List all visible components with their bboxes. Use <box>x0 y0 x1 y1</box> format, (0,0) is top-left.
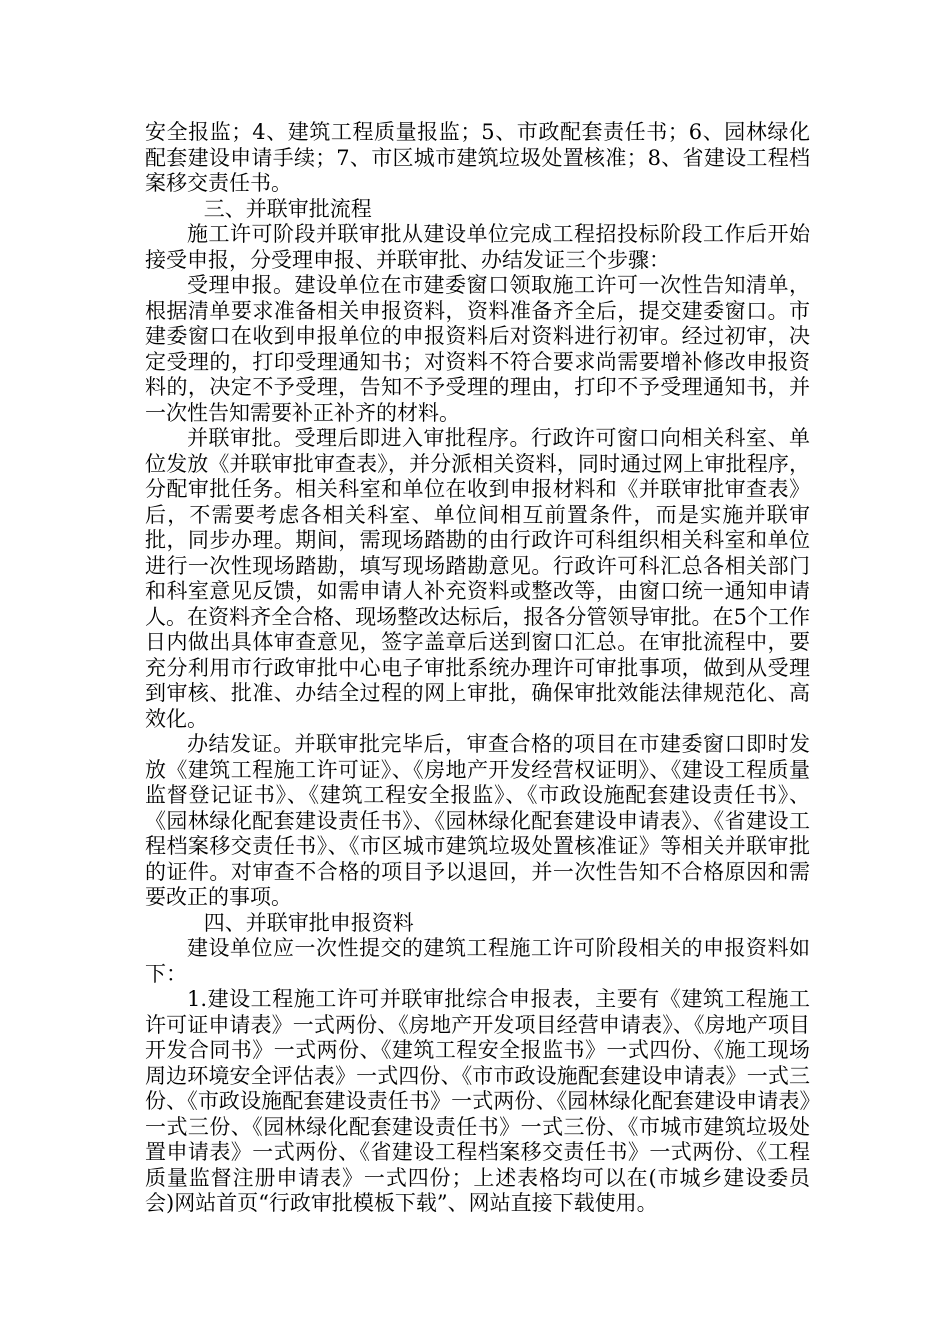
paragraph-certificate-issuance: 办结发证。并联审批完毕后，审查合格的项目在市建委窗口即时发放《建筑工程施工许可证》、《房地产开发经营权证明》、《建设工程质量监督登记证书》、《建筑工程安全报监》、《市政设施配套建设责任书》、《园林绿化配套建设责任书》、《园林绿化配套建设申请表》、《省建设工程档案移交责任书》、《市区城市建筑垃圾处置核准证》等相关并联审批的证件。对审查不合格的项目予以退回，并一次性告知不合格原因和需要改正的事项。 <box>145 732 810 909</box>
document-page <box>145 120 810 1217</box>
paragraph-acceptance: 受理申报。建设单位在市建委窗口领取施工许可一次性告知清单，根据清单要求准备相关申报资料，资料准备齐全后，提交建委窗口。市建委窗口在收到申报单位的申报资料后对资料进行初审。经过初审，决定受理的，打印受理通知书；对资料不符合要求尚需要增补修改申报资料的，决定不予受理，告知不予受理的理由，打印不予受理通知书，并一次性告知需要补正补齐的材料。 <box>145 273 810 425</box>
paragraph-process-intro: 施工许可阶段并联审批从建设单位完成工程招投标阶段工作后开始接受申报，分受理申报、并联审批、办结发证三个步骤： <box>145 222 810 272</box>
paragraph-continued: 安全报监；4、建筑工程质量报监；5、市政配套责任书；6、园林绿化配套建设申请手续；7、市区城市建筑垃圾处置核准；8、省建设工程档案移交责任书。 <box>145 120 810 195</box>
section-heading-3: 三、并联审批流程 <box>203 196 372 221</box>
paragraph-materials-intro: 建设单位应一次性提交的建筑工程施工许可阶段相关的申报资料如下： <box>145 936 810 986</box>
paragraph-parallel-approval: 并联审批。受理后即进入审批程序。行政许可窗口向相关科室、单位发放《并联审批审查表》，并分派相关资料，同时通过网上审批程序，分配审批任务。相关科室和单位在收到申报材料和《并联审批审查表》后，不需要考虑各相关科室、单位间相互前置条件，而是实施并联审批，同步办理。期间，需现场踏勘的由行政许可科组织相关科室和单位进行一次性现场踏勘，填写现场踏勘意见。行政许可科汇总各相关部门和科室意见反馈，如需申请人补充资料或整改等，由窗口统一通知申请人。在资料齐全合格、现场整改达标后，报各分管领导审批。在5个工作日内做出具体审查意见，签字盖章后送到窗口汇总。在审批流程中，要充分利用市行政审批中心电子审批系统办理许可审批事项，做到从受理到审核、批准、办结全过程的网上审批，确保审批效能法律规范化、高效化。 <box>145 426 810 731</box>
section-heading-4: 四、并联审批申报资料 <box>203 910 414 935</box>
paragraph-materials-list: 1.建设工程施工许可并联审批综合申报表，主要有《建筑工程施工许可证申请表》一式两份、《房地产开发项目经营申请表》、《房地产项目开发合同书》一式两份、《建筑工程安全报监书》一式四份、《施工现场周边环境安全评估表》一式四份、《市市政设施配套建设申请表》一式三份、《市政设施配套建设责任书》一式两份、《园林绿化配套建设申请表》一式三份、《园林绿化配套建设责任书》一式三份、《市城市建筑垃圾处置申请表》一式两份、《省建设工程档案移交责任书》一式两份、《工程质量监督注册申请表》一式四份；上述表格均可以在(市城乡建设委员会)网站首页“行政审批模板下载”、网站直接下载使用。 <box>145 987 810 1215</box>
